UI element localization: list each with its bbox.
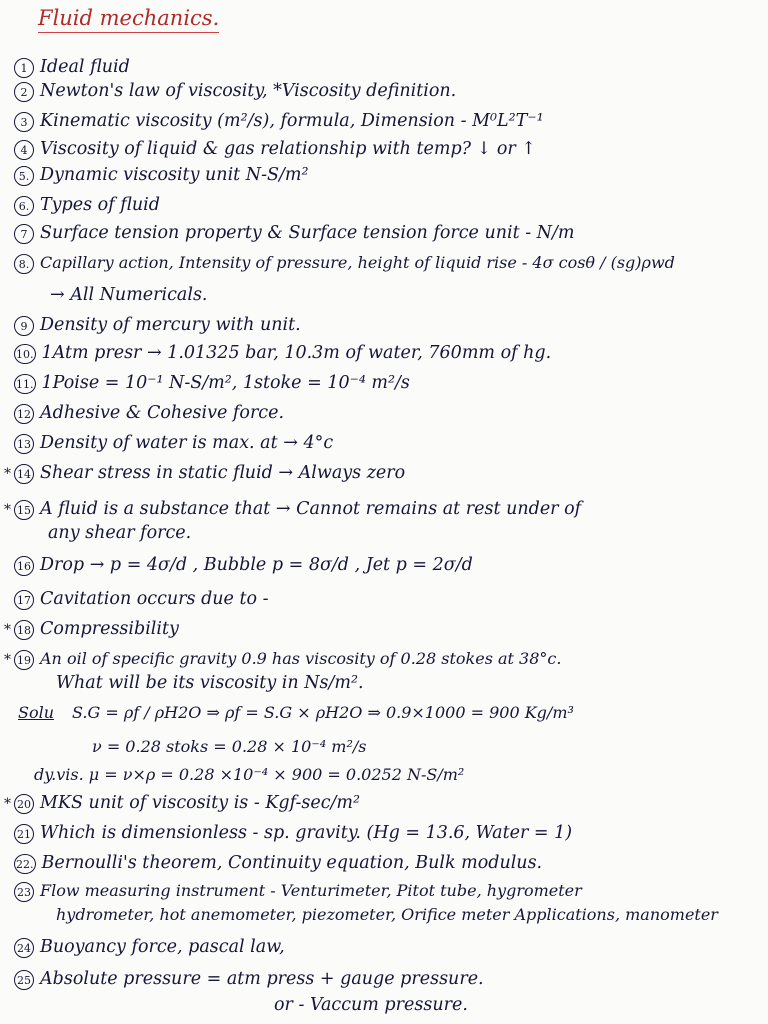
item-text: Absolute pressure = atm press + gauge pressure.	[40, 969, 484, 989]
list-item	[4, 194, 764, 216]
list-item	[4, 110, 764, 132]
item-number: 4	[14, 140, 34, 160]
item-number: 9	[14, 316, 34, 336]
item-number: 1	[14, 58, 34, 78]
list-item	[4, 164, 764, 186]
list-item	[4, 498, 764, 521]
item-text: Newton's law of viscosity, *Viscosity definition.	[40, 81, 457, 101]
list-item	[4, 904, 768, 926]
list-item	[4, 994, 768, 1016]
solution-line	[4, 702, 768, 724]
item-number: 16	[14, 556, 34, 576]
item-number: 13	[14, 434, 34, 454]
star-mark: *	[4, 622, 11, 638]
list-item	[4, 618, 764, 641]
list-item	[4, 968, 764, 990]
item-text: Kinematic viscosity (m²/s), formula, Dimension - M⁰L²T⁻¹	[40, 111, 544, 131]
item-text: Dynamic viscosity unit N-S/m²	[40, 165, 309, 185]
item-text: Flow measuring instrument - Venturimeter, Pitot tube, hygrometer	[40, 881, 582, 900]
item-number: 6.	[14, 196, 34, 216]
item-text: Cavitation occurs due to -	[40, 589, 269, 609]
list-item	[4, 554, 764, 576]
item-text: → All Numericals.	[50, 285, 208, 305]
list-item	[4, 672, 768, 694]
item-text: Adhesive & Cohesive force.	[40, 403, 285, 423]
item-text: Surface tension property & Surface tension force unit - N/m	[40, 223, 575, 243]
list-item	[4, 402, 764, 424]
list-item	[4, 522, 768, 544]
list-item	[4, 936, 764, 958]
list-item	[4, 792, 764, 815]
item-text: or - Vaccum pressure.	[274, 995, 468, 1015]
list-item	[4, 284, 768, 306]
item-text: Density of water is max. at → 4°c	[40, 433, 334, 453]
item-text: Ideal fluid	[40, 57, 130, 77]
list-item	[4, 462, 764, 485]
list-item	[4, 138, 764, 160]
solution-label: Solu	[18, 703, 55, 722]
solution-line	[4, 736, 768, 758]
list-item	[4, 648, 764, 671]
item-text: S.G = ρf / ρH2O ⇒ ρf = S.G × ρH2O ⇒ 0.9×1000 = 900 Kg/m³	[72, 703, 574, 722]
item-number: 18	[14, 620, 34, 640]
item-text: 1Atm presr → 1.01325 bar, 10.3m of water, 760mm of hg.	[41, 343, 552, 363]
item-text: Density of mercury with unit.	[40, 315, 301, 335]
list-item	[4, 822, 764, 844]
item-number: 8.	[14, 254, 34, 274]
list-item	[4, 252, 764, 274]
item-number: 24	[14, 938, 34, 958]
item-text: 1Poise = 10⁻¹ N-S/m², 1stoke = 10⁻⁴ m²/s	[41, 373, 410, 393]
star-mark: *	[4, 796, 11, 812]
item-number: 7	[14, 224, 34, 244]
item-number: 3	[14, 112, 34, 132]
item-number: 23	[14, 882, 34, 902]
item-number: 11.	[14, 374, 36, 394]
item-number: 15	[14, 500, 34, 520]
page-title: Fluid mechanics.	[38, 6, 219, 33]
list-item	[4, 314, 764, 336]
star-mark: *	[4, 652, 11, 668]
item-text: A fluid is a substance that → Cannot remains at rest under of	[40, 499, 582, 519]
item-text: dy.vis. μ = ν×ρ = 0.28 ×10⁻⁴ × 900 = 0.0252 N-S/m²	[34, 765, 465, 784]
item-text: What will be its viscosity in Ns/m².	[56, 673, 364, 693]
star-mark: *	[4, 466, 11, 482]
item-text: Viscosity of liquid & gas relationship with temp? ↓ or ↑	[40, 139, 536, 159]
item-number: 21	[14, 824, 34, 844]
item-text: Capillary action, Intensity of pressure, height of liquid rise - 4σ cosθ / (sg)ρwd	[40, 253, 675, 272]
item-text: Which is dimensionless - sp. gravity. (Hg = 13.6, Water = 1)	[40, 823, 573, 843]
list-item	[4, 372, 764, 394]
item-number: 12	[14, 404, 34, 424]
item-number: 22.	[14, 854, 36, 874]
item-text: Buoyancy force, pascal law,	[40, 937, 285, 957]
item-text: Compressibility	[40, 619, 179, 639]
item-text: Bernoulli's theorem, Continuity equation, Bulk modulus.	[41, 853, 543, 873]
item-number: 2	[14, 82, 34, 102]
list-item	[4, 432, 764, 454]
list-item	[4, 56, 764, 78]
list-item	[4, 342, 764, 364]
item-text: ν = 0.28 stoks = 0.28 × 10⁻⁴ m²/s	[92, 737, 367, 756]
item-text: Drop → p = 4σ/d , Bubble p = 8σ/d , Jet p = 2σ/d	[40, 555, 473, 575]
item-text: hydrometer, hot anemometer, piezometer, Orifice meter Applications, manometer	[56, 905, 718, 924]
item-number: 10.	[14, 344, 36, 364]
item-number: 14	[14, 464, 34, 484]
item-number: 17	[14, 590, 34, 610]
item-text: Types of fluid	[40, 195, 160, 215]
item-number: 20	[14, 794, 34, 814]
item-text: any shear force.	[48, 523, 192, 543]
list-item	[4, 852, 764, 874]
list-item	[4, 588, 764, 610]
solution-line	[4, 764, 768, 786]
item-number: 25	[14, 970, 34, 990]
list-item	[4, 80, 764, 102]
star-mark: *	[4, 502, 11, 518]
item-number: 19	[14, 650, 34, 670]
list-item	[4, 880, 764, 902]
item-number: 5.	[14, 166, 34, 186]
item-text: An oil of specific gravity 0.9 has viscosity of 0.28 stokes at 38°c.	[40, 649, 562, 668]
item-text: Shear stress in static fluid → Always zero	[40, 463, 406, 483]
item-text: MKS unit of viscosity is - Kgf-sec/m²	[40, 793, 361, 813]
list-item	[4, 222, 764, 244]
